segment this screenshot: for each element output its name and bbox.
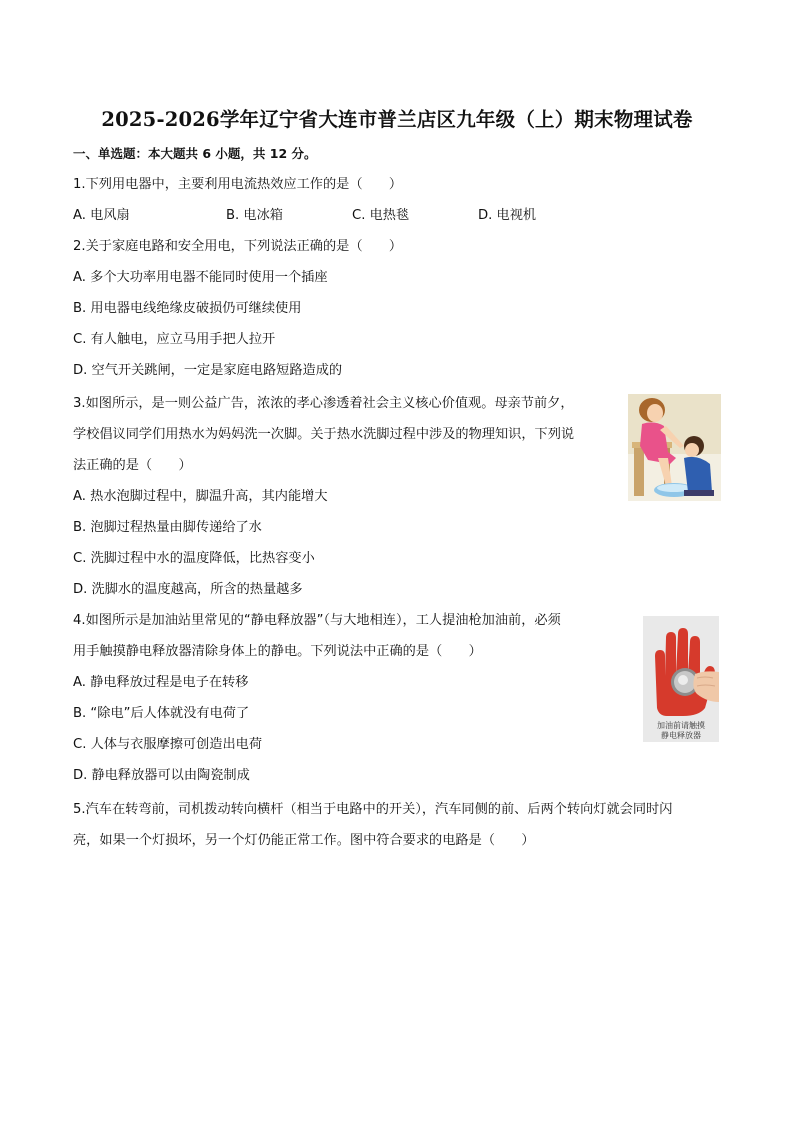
section-heading: 一、单选题：本大题共 6 小题，共 12 分。 [73, 146, 317, 161]
question-5-stem-line-1: 5.汽车在转弯前，司机拨动转向横杆（相当于电路中的开关），汽车同侧的前、后两个转向灯就会同时闪 [73, 802, 673, 817]
discharger-sign-line-2: 静电释放器 [661, 731, 701, 740]
question-3-option-a[interactable]: A. 热水泡脚过程中，脚温升高，其内能增大 [73, 489, 328, 504]
question-3-option-c[interactable]: C. 洗脚过程中水的温度降低，比热容变小 [73, 551, 315, 566]
question-3-option-b[interactable]: B. 泡脚过程热量由脚传递给了水 [73, 520, 262, 535]
question-3-option-d[interactable]: D. 洗脚水的温度越高，所含的热量越多 [73, 582, 303, 597]
question-1-option-b[interactable]: B. 电冰箱 [226, 208, 283, 223]
question-1-option-a[interactable]: A. 电风扇 [73, 208, 130, 223]
question-3-stem-line-2: 学校倡议同学们用热水为妈妈洗一次脚。关于热水洗脚过程中涉及的物理知识，下列说 [73, 427, 575, 442]
question-4-option-b[interactable]: B. “除电”后人体就没有电荷了 [73, 706, 250, 721]
question-5-stem-line-2: 亮，如果一个灯损坏，另一个灯仍能正常工作。图中符合要求的电路是（ ） [73, 833, 535, 848]
static-discharger-illustration [643, 616, 719, 742]
question-4-figure [643, 616, 719, 742]
mother-son-footwash-illustration [628, 394, 721, 501]
question-2-option-a[interactable]: A. 多个大功率用电器不能同时使用一个插座 [73, 270, 328, 285]
question-4-stem-line-1: 4.如图所示是加油站里常见的“静电释放器”（与大地相连），工人提油枪加油前，必须 [73, 613, 561, 628]
question-2-stem: 2.关于家庭电路和安全用电，下列说法正确的是（ ） [73, 239, 403, 254]
question-2-option-b[interactable]: B. 用电器电线绝缘皮破损仍可继续使用 [73, 301, 302, 316]
question-4-option-d[interactable]: D. 静电释放器可以由陶瓷制成 [73, 768, 250, 783]
question-4-option-a[interactable]: A. 静电释放过程是电子在转移 [73, 675, 249, 690]
question-3-figure [628, 394, 721, 501]
question-2-option-d[interactable]: D. 空气开关跳闸，一定是家庭电路短路造成的 [73, 363, 343, 378]
page-title: 2025-2026学年辽宁省大连市普兰店区九年级（上）期末物理试卷 [101, 108, 693, 131]
question-2-option-c[interactable]: C. 有人触电，应立马用手把人拉开 [73, 332, 276, 347]
discharger-sign-line-1: 加油前请触摸 [657, 721, 705, 730]
question-3-stem-line-3: 法正确的是（ ） [73, 458, 192, 473]
question-3-stem-line-1: 3.如图所示，是一则公益广告，浓浓的孝心渗透着社会主义核心价值观。母亲节前夕， [73, 396, 574, 411]
question-4-stem-line-2: 用手触摸静电释放器清除身体上的静电。下列说法中正确的是（ ） [73, 644, 482, 659]
question-4-option-c[interactable]: C. 人体与衣服摩擦可创造出电荷 [73, 737, 263, 752]
question-1-option-d[interactable]: D. 电视机 [478, 208, 537, 223]
question-1-stem: 1.下列用电器中，主要利用电流热效应工作的是（ ） [73, 177, 403, 192]
question-1-option-c[interactable]: C. 电热毯 [352, 208, 410, 223]
